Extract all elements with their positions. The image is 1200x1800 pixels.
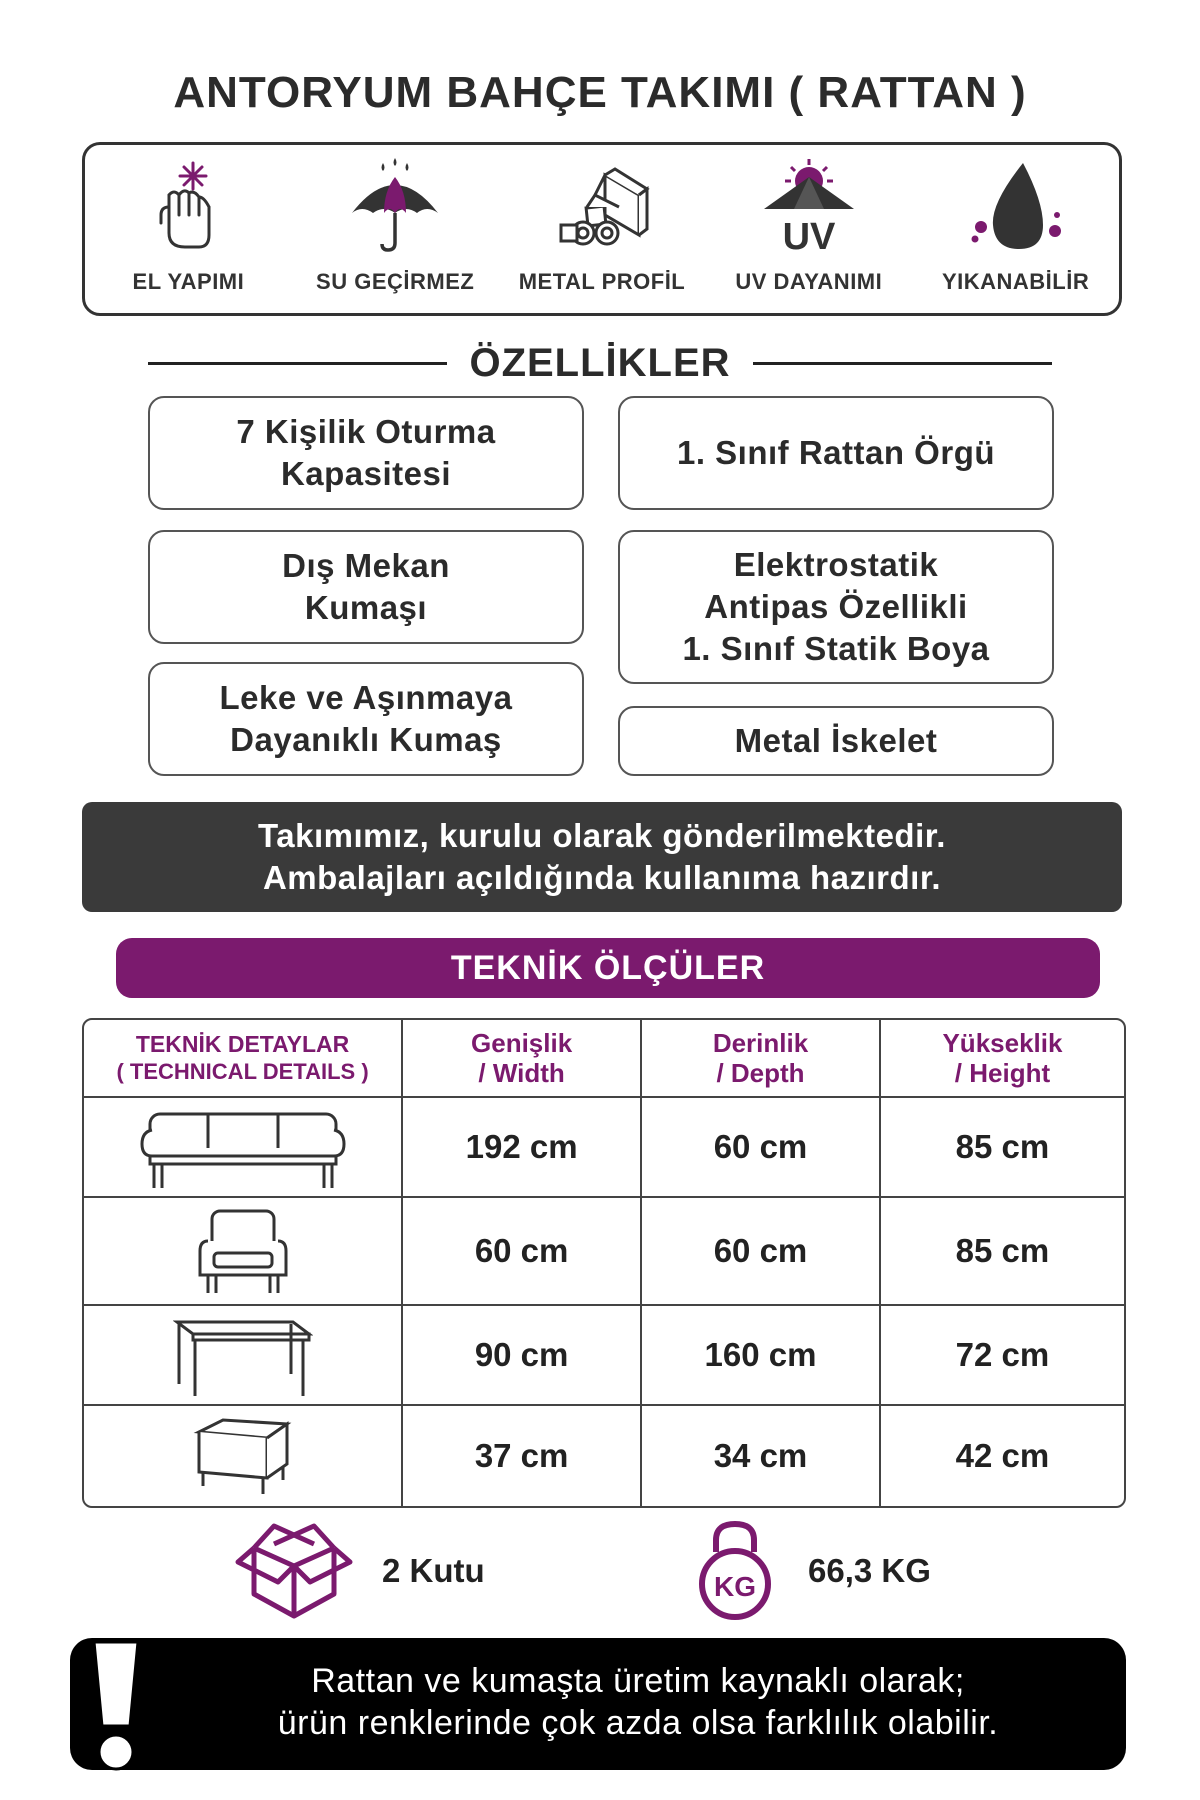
width-cell: 90 cm	[403, 1306, 642, 1406]
property-seating-capacity: 7 Kişilik Oturma Kapasitesi	[148, 396, 584, 510]
feature-yikanabilir	[912, 145, 1119, 313]
umbrella-icon	[340, 155, 450, 255]
table-header-row	[84, 1020, 1124, 1098]
ozellikler-heading	[148, 338, 1052, 388]
features-panel	[82, 142, 1122, 316]
width-cell: 37 cm	[403, 1406, 642, 1506]
header-technical-details	[84, 1020, 403, 1098]
uv-icon	[754, 155, 864, 255]
exclamation-icon	[80, 1634, 152, 1774]
feature-label: SU GEÇİRMEZ	[316, 269, 475, 294]
header-width	[403, 1020, 642, 1098]
item-cell	[84, 1098, 403, 1198]
property-stain-resistant: Leke ve Aşınmaya Dayanıklı Kumaş	[148, 662, 584, 776]
water-drop-icon	[961, 155, 1071, 255]
feature-el-yapimi	[85, 145, 292, 313]
header-width-sub: / Width	[478, 1058, 565, 1088]
table-icon	[173, 1312, 313, 1398]
dimensions-table	[82, 1018, 1126, 1508]
height-cell: 85 cm	[881, 1198, 1124, 1306]
teknik-olculer-heading: TEKNİK ÖLÇÜLER	[116, 938, 1100, 998]
kettlebell-icon	[690, 1518, 780, 1622]
property-metal-frame: Metal İskelet	[618, 706, 1054, 776]
property-static-paint: Elektrostatik Antipas Özellikli 1. Sınıf Statik Boya	[618, 530, 1054, 684]
header-depth-sub: / Depth	[716, 1058, 805, 1088]
feature-label: EL YAPIMI	[132, 269, 245, 294]
notice-line-2: Ambalajları açıldığında kullanıma hazırdır.	[262, 859, 942, 896]
package-weight-row	[0, 1518, 1200, 1628]
height-cell: 85 cm	[881, 1098, 1124, 1198]
color-variance-warning	[70, 1638, 1126, 1770]
header-details-main: TEKNİK DETAYLAR	[135, 1031, 350, 1057]
feature-label: METAL PROFİL	[518, 269, 686, 294]
weight-value: 66,3 KG	[808, 1552, 931, 1589]
table-row	[84, 1406, 1124, 1506]
warning-text	[170, 1660, 1106, 1744]
header-depth-main: Derinlik	[712, 1028, 809, 1058]
depth-cell: 60 cm	[642, 1198, 881, 1306]
header-details-sub: ( TECHNICAL DETAILS )	[116, 1059, 369, 1084]
ozellikler-label: ÖZELLİKLER	[469, 340, 731, 385]
feature-label: YIKANABİLİR	[941, 269, 1090, 294]
divider-left	[148, 362, 447, 365]
item-cell	[84, 1306, 403, 1406]
property-rattan-weave: 1. Sınıf Rattan Örgü	[618, 396, 1054, 510]
header-height-main: Yükseklik	[942, 1028, 1063, 1058]
divider-right	[753, 362, 1052, 365]
width-cell: 192 cm	[403, 1098, 642, 1198]
assembly-notice	[82, 802, 1122, 912]
item-cell	[84, 1406, 403, 1506]
header-height	[881, 1020, 1124, 1098]
page-title: ANTORYUM BAHÇE TAKIMI ( RATTAN )	[173, 68, 1027, 117]
height-cell: 42 cm	[955, 1437, 1050, 1474]
header-depth	[642, 1020, 881, 1098]
depth-cell: 60 cm	[642, 1098, 881, 1198]
uv-icon-text: UV	[782, 216, 836, 255]
kettlebell-icon-text: KG	[714, 1571, 756, 1602]
property-outdoor-fabric: Dış Mekan Kumaşı	[148, 530, 584, 644]
metal-profile-icon	[547, 155, 657, 255]
warning-line-2: ürün renklerinde çok azda olsa farklılık olabilir.	[277, 1704, 999, 1742]
table-row	[84, 1098, 1124, 1198]
table-row	[84, 1198, 1124, 1306]
ottoman-icon	[193, 1414, 293, 1498]
warning-line-1: Rattan ve kumaşta üretim kaynaklı olarak;	[311, 1662, 965, 1700]
header-height-sub: / Height	[954, 1058, 1051, 1088]
table-row	[84, 1306, 1124, 1406]
item-cell	[84, 1198, 403, 1306]
width-cell: 60 cm	[403, 1198, 642, 1306]
box-icon	[234, 1518, 354, 1622]
armchair-icon	[198, 1205, 288, 1297]
depth-cell: 34 cm	[642, 1406, 881, 1506]
feature-su-gecirmez	[292, 145, 499, 313]
height-cell: 72 cm	[881, 1306, 1124, 1406]
depth-cell: 160 cm	[642, 1306, 881, 1406]
package-count: 2 Kutu	[382, 1552, 485, 1589]
feature-label: UV DAYANIMI	[735, 269, 883, 294]
sofa-icon	[138, 1102, 348, 1192]
hand-icon	[133, 155, 243, 255]
header-width-main: Genişlik	[471, 1028, 573, 1058]
feature-uv-dayanimi	[705, 145, 912, 313]
feature-metal-profil	[499, 145, 706, 313]
notice-line-1: Takımımız, kurulu olarak gönderilmektedir.	[258, 817, 946, 854]
